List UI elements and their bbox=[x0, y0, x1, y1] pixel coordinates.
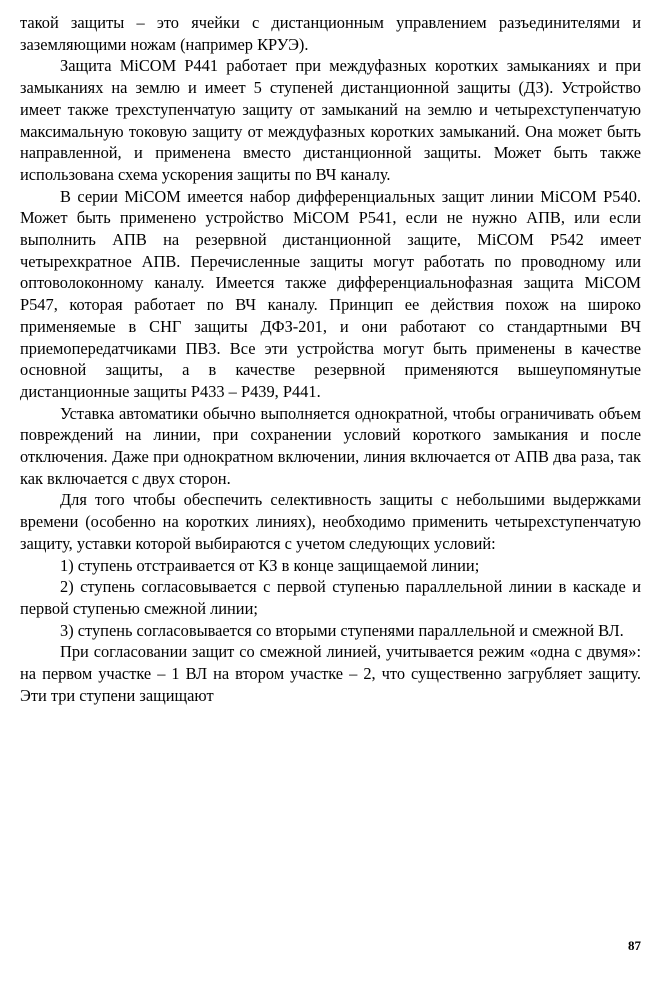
paragraph-reclosing: Уставка автоматики обычно выполняется однократной, чтобы ограничивать объем повреждений на линии, при сохранении условий короткого замыкания и после отключения. Даже при однократном включении, линия включается от АПВ два раза, так как включается с двух сторон. bbox=[20, 403, 641, 488]
paragraph-continuation: такой защиты – это ячейки с дистанционным управлением разъединителями и заземляющими ножам (например КРУЭ). bbox=[20, 13, 641, 54]
list-item-stage-3: 3) ступень согласовывается со вторыми ступенями параллельной и смежной ВЛ. bbox=[60, 620, 624, 640]
list-item-stage-2: 2) ступень согласовывается с первой ступенью параллельной линии в каскаде и первой ступенью смежной линии; bbox=[20, 577, 641, 618]
paragraph-coordination: При согласовании защит со смежной линией, учитывается режим «одна с двумя»: на первом участке – 1 ВЛ на втором участке – 2, что существенно загрубляет защиту. Эти три ступени защищают bbox=[20, 642, 641, 705]
paragraph-selectivity: Для того чтобы обеспечить селективность защиты с небольшими выдержками времени (особенно на коротких линиях), необходимо применить четырехступенчатую защиту, уставки которой выбираются с учетом следующих условий: bbox=[20, 490, 641, 553]
page-number: 87 bbox=[628, 938, 641, 953]
paragraph-micom-p540: В серии MiCOM имеется набор дифференциальных защит линии MiCOM P540. Может быть применено устройство MiCOM P541, если не нужно АПВ, или если выполнить АПВ на резервной дистанционной защите, MiCOM P542 имеет четырехкратное АПВ. Перечисленные защиты могут работать по проводному или оптоволоконному каналу. Имеется также дифференциальнофазная защита MiCOM P547, которая работает по ВЧ каналу. Принцип ее действия похож на широко применяемые в СНГ защиты ДФЗ-201, и они работают со стандартными ВЧ приемопередатчиками ПВЗ. Все эти устройства могут быть применены в качестве основной защиты, а в качестве резервной применяются вышеупомянутые дистанционные защиты P433 – P439, P441. bbox=[20, 186, 641, 401]
paragraph-micom-p441: Защита MiCOM P441 работает при междуфазных коротких замыканиях и при замыканиях на землю и имеет 5 ступеней дистанционной защиты (ДЗ). Устройство имеет также трехступенчатую защиту от замыканий на землю и четырехступенчатую максимальную токовую защиту от междуфазных коротких замыканий. Она может быть направленной, и применена вместо дистанционной защиты. Может быть также использована схема ускорения защиты по ВЧ каналу. bbox=[20, 56, 641, 184]
list-item-stage-1: 1) ступень отстраивается от КЗ в конце защищаемой линии; bbox=[60, 555, 480, 575]
document-page bbox=[20, 12, 641, 972]
